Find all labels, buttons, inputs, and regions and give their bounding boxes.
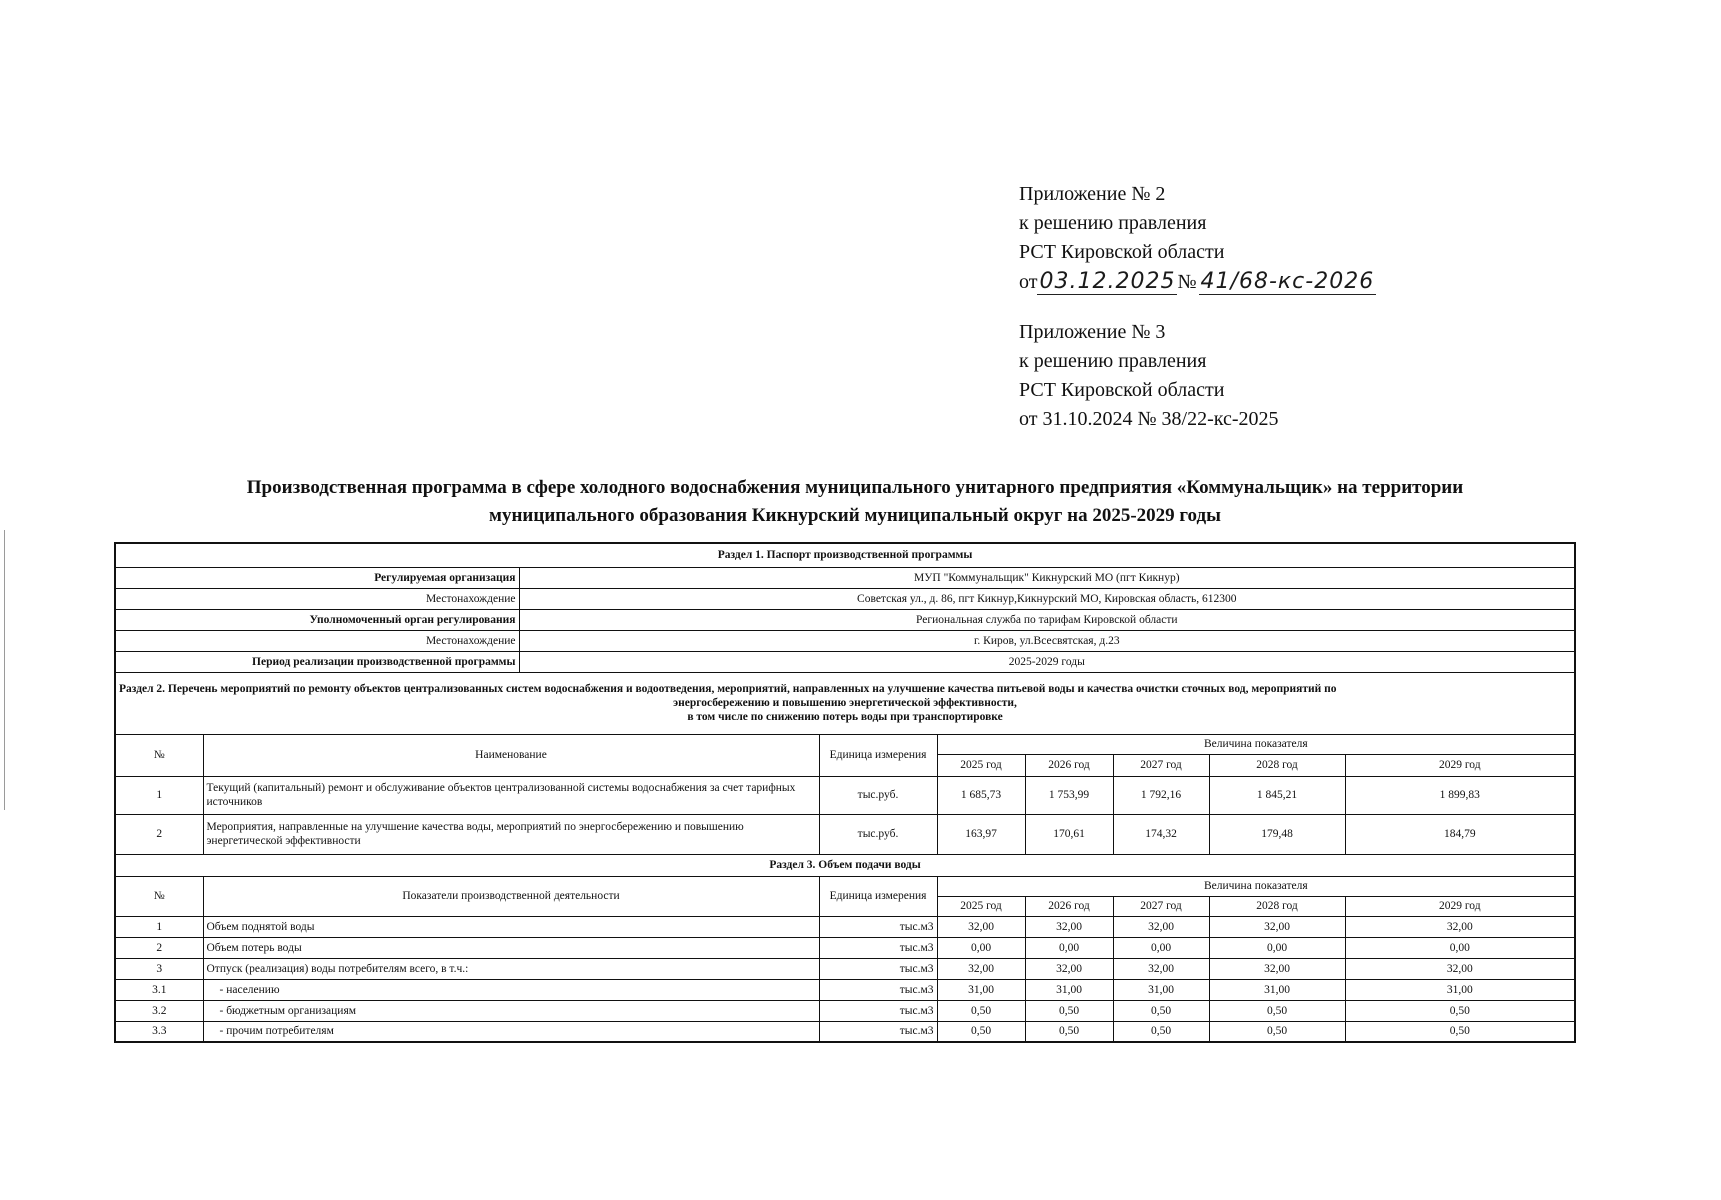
passport-value: Региональная служба по тарифам Кировской области [519, 609, 1575, 630]
passport-value: МУП "Коммунальщик" Кикнурский МО (пгт Кикнур) [519, 567, 1575, 588]
row-name: - населению [203, 979, 819, 1000]
row-value: 0,50 [937, 1021, 1025, 1042]
row-unit: тыс.м3 [819, 1000, 937, 1021]
section1-title: Раздел 1. Паспорт производственной программы [115, 543, 1575, 567]
row-value: 0,50 [1209, 1021, 1345, 1042]
row-unit: тыс.руб. [819, 814, 937, 854]
appendix-previous-line3: РСТ Кировской области [1019, 379, 1225, 401]
row-value: 0,50 [1113, 1021, 1209, 1042]
section1-header-row [115, 543, 1575, 567]
handwritten-date: 03.12.2025 [1039, 269, 1176, 294]
appendix-current-line2: к решению правления [1019, 212, 1207, 234]
document-title-line2: муниципального образования Кикнурский муниципальный округ на 2025-2029 годы [489, 505, 1221, 526]
row-value: 0,50 [1025, 1000, 1113, 1021]
col-year-header: 2028 год [1209, 896, 1345, 916]
row-unit: тыс.м3 [819, 916, 937, 937]
table-row [115, 1000, 1575, 1021]
section2-title-line2: энергосбережению и повышению энергетической эффективности, [673, 697, 1017, 709]
section3-title: Раздел 3. Объем подачи воды [115, 854, 1575, 876]
row-value: 170,61 [1025, 814, 1113, 854]
col-year-header: 2026 год [1025, 754, 1113, 776]
row-value: 32,00 [1345, 916, 1575, 937]
row-name: - бюджетным организациям [203, 1000, 819, 1021]
row-name: Объем поднятой воды [203, 916, 819, 937]
document-title-line1: Производственная программа в сфере холодного водоснабжения муниципального унитарного предприятия «Коммунальщик» на территории [246, 477, 1464, 498]
row-value: 0,50 [1025, 1021, 1113, 1042]
passport-row [115, 588, 1575, 609]
col-year-header: 2028 год [1209, 754, 1345, 776]
row-value: 1 792,16 [1113, 776, 1209, 814]
col-num-header: № [115, 734, 203, 776]
section3-header-row [115, 854, 1575, 876]
row-value: 0,50 [1209, 1000, 1345, 1021]
program-table [114, 542, 1576, 1043]
col-value-group-header: Величина показателя [937, 734, 1575, 754]
row-num: 3.1 [115, 979, 203, 1000]
section2-title-line3: в том числе по снижению потерь воды при транспортировке [687, 711, 1003, 723]
row-num: 2 [115, 937, 203, 958]
row-value: 31,00 [1345, 979, 1575, 1000]
passport-label: Уполномоченный орган регулирования [115, 609, 519, 630]
passport-label: Регулируемая организация [115, 567, 519, 588]
row-value: 0,00 [1113, 937, 1209, 958]
table-row [115, 776, 1575, 814]
passport-value: 2025-2029 годы [519, 651, 1575, 672]
row-value: 163,97 [937, 814, 1025, 854]
section2-title [115, 672, 1575, 734]
section2-header-row [115, 672, 1575, 734]
appendix-previous-line4: от 31.10.2024 № 38/22-кс-2025 [1019, 408, 1279, 430]
section2-colhead-row [115, 734, 1575, 754]
row-unit: тыс.м3 [819, 1021, 937, 1042]
col-year-header: 2029 год [1345, 754, 1575, 776]
handwritten-decision-number: 41/68-кс-2026 [1200, 269, 1375, 294]
passport-label: Период реализации производственной программы [115, 651, 519, 672]
row-value: 0,00 [1345, 937, 1575, 958]
section3-colhead-row [115, 876, 1575, 896]
col-unit-header: Единица измерения [819, 876, 937, 916]
passport-label: Местонахождение [115, 588, 519, 609]
row-unit: тыс.м3 [819, 979, 937, 1000]
col-unit-header: Единица измерения [819, 734, 937, 776]
row-value: 1 899,83 [1345, 776, 1575, 814]
row-value: 0,50 [1113, 1000, 1209, 1021]
row-name: Объем потерь воды [203, 937, 819, 958]
row-value: 1 845,21 [1209, 776, 1345, 814]
scan-edge-mark [4, 530, 5, 810]
passport-row [115, 609, 1575, 630]
row-value: 1 685,73 [937, 776, 1025, 814]
col-year-header: 2027 год [1113, 754, 1209, 776]
table-row [115, 958, 1575, 979]
passport-row [115, 651, 1575, 672]
decision-number-prefix: № [1177, 271, 1197, 293]
row-num: 1 [115, 916, 203, 937]
row-unit: тыс.м3 [819, 937, 937, 958]
document-title [110, 474, 1600, 530]
passport-value: Советская ул., д. 86, пгт Кикнур,Кикнурский МО, Кировская область, 612300 [519, 588, 1575, 609]
col-year-header: 2025 год [937, 754, 1025, 776]
row-num: 3.3 [115, 1021, 203, 1042]
row-value: 1 753,99 [1025, 776, 1113, 814]
appendix-current-title: Приложение № 2 [1019, 183, 1166, 205]
table-row [115, 937, 1575, 958]
row-value: 0,50 [937, 1000, 1025, 1021]
program-table-wrap [114, 542, 1574, 1043]
row-value: 0,00 [937, 937, 1025, 958]
passport-row [115, 630, 1575, 651]
row-value: 32,00 [1025, 958, 1113, 979]
row-value: 32,00 [1209, 958, 1345, 979]
appendix-previous-title: Приложение № 3 [1019, 321, 1166, 343]
row-unit: тыс.м3 [819, 958, 937, 979]
col-name-header: Наименование [203, 734, 819, 776]
row-value: 32,00 [1113, 958, 1209, 979]
row-unit: тыс.руб. [819, 776, 937, 814]
row-value: 31,00 [937, 979, 1025, 1000]
row-name: - прочим потребителям [203, 1021, 819, 1042]
row-value: 32,00 [937, 916, 1025, 937]
row-name: Мероприятия, направленные на улучшение качества воды, мероприятий по энергосбережению и повышению энергетической эффективности [203, 814, 819, 854]
row-value: 32,00 [937, 958, 1025, 979]
row-value: 174,32 [1113, 814, 1209, 854]
row-value: 0,50 [1345, 1000, 1575, 1021]
col-year-header: 2026 год [1025, 896, 1113, 916]
section2-title-line1: Раздел 2. Перечень мероприятий по ремонту объектов централизованных систем водоснабжения и водоотведения, мероприятий, направленных на улучшение качества питьевой воды и качества очистки сточных вод, мероприятий по [119, 683, 1337, 695]
row-value: 179,48 [1209, 814, 1345, 854]
passport-label: Местонахождение [115, 630, 519, 651]
col-year-header: 2029 год [1345, 896, 1575, 916]
row-value: 32,00 [1209, 916, 1345, 937]
appendix-current-line3: РСТ Кировской области [1019, 241, 1225, 263]
row-name: Текущий (капитальный) ремонт и обслуживание объектов централизованной системы водоснабжения за счет тарифных источников [203, 776, 819, 814]
row-name: Отпуск (реализация) воды потребителям всего, в т.ч.: [203, 958, 819, 979]
row-value: 32,00 [1345, 958, 1575, 979]
col-year-header: 2027 год [1113, 896, 1209, 916]
table-row [115, 979, 1575, 1000]
col-value-group-header: Величина показателя [937, 876, 1575, 896]
row-num: 2 [115, 814, 203, 854]
row-value: 0,00 [1025, 937, 1113, 958]
row-value: 32,00 [1113, 916, 1209, 937]
row-value: 0,50 [1345, 1021, 1575, 1042]
table-row [115, 916, 1575, 937]
row-num: 3.2 [115, 1000, 203, 1021]
row-value: 31,00 [1025, 979, 1113, 1000]
row-value: 32,00 [1025, 916, 1113, 937]
table-row [115, 814, 1575, 854]
passport-row [115, 567, 1575, 588]
appendix-previous-block [1019, 318, 1539, 434]
row-value: 184,79 [1345, 814, 1575, 854]
row-value: 31,00 [1113, 979, 1209, 1000]
row-value: 0,00 [1209, 937, 1345, 958]
appendix-current-block [1019, 180, 1539, 297]
col-name-header: Показатели производственной деятельности [203, 876, 819, 916]
appendix-previous-line2: к решению правления [1019, 350, 1207, 372]
decision-from-prefix: от [1019, 271, 1038, 293]
row-value: 31,00 [1209, 979, 1345, 1000]
passport-value: г. Киров, ул.Всесвятская, д.23 [519, 630, 1575, 651]
appendix-current-decision [1019, 267, 1539, 297]
table-row [115, 1021, 1575, 1042]
row-num: 1 [115, 776, 203, 814]
row-num: 3 [115, 958, 203, 979]
col-num-header: № [115, 876, 203, 916]
col-year-header: 2025 год [937, 896, 1025, 916]
